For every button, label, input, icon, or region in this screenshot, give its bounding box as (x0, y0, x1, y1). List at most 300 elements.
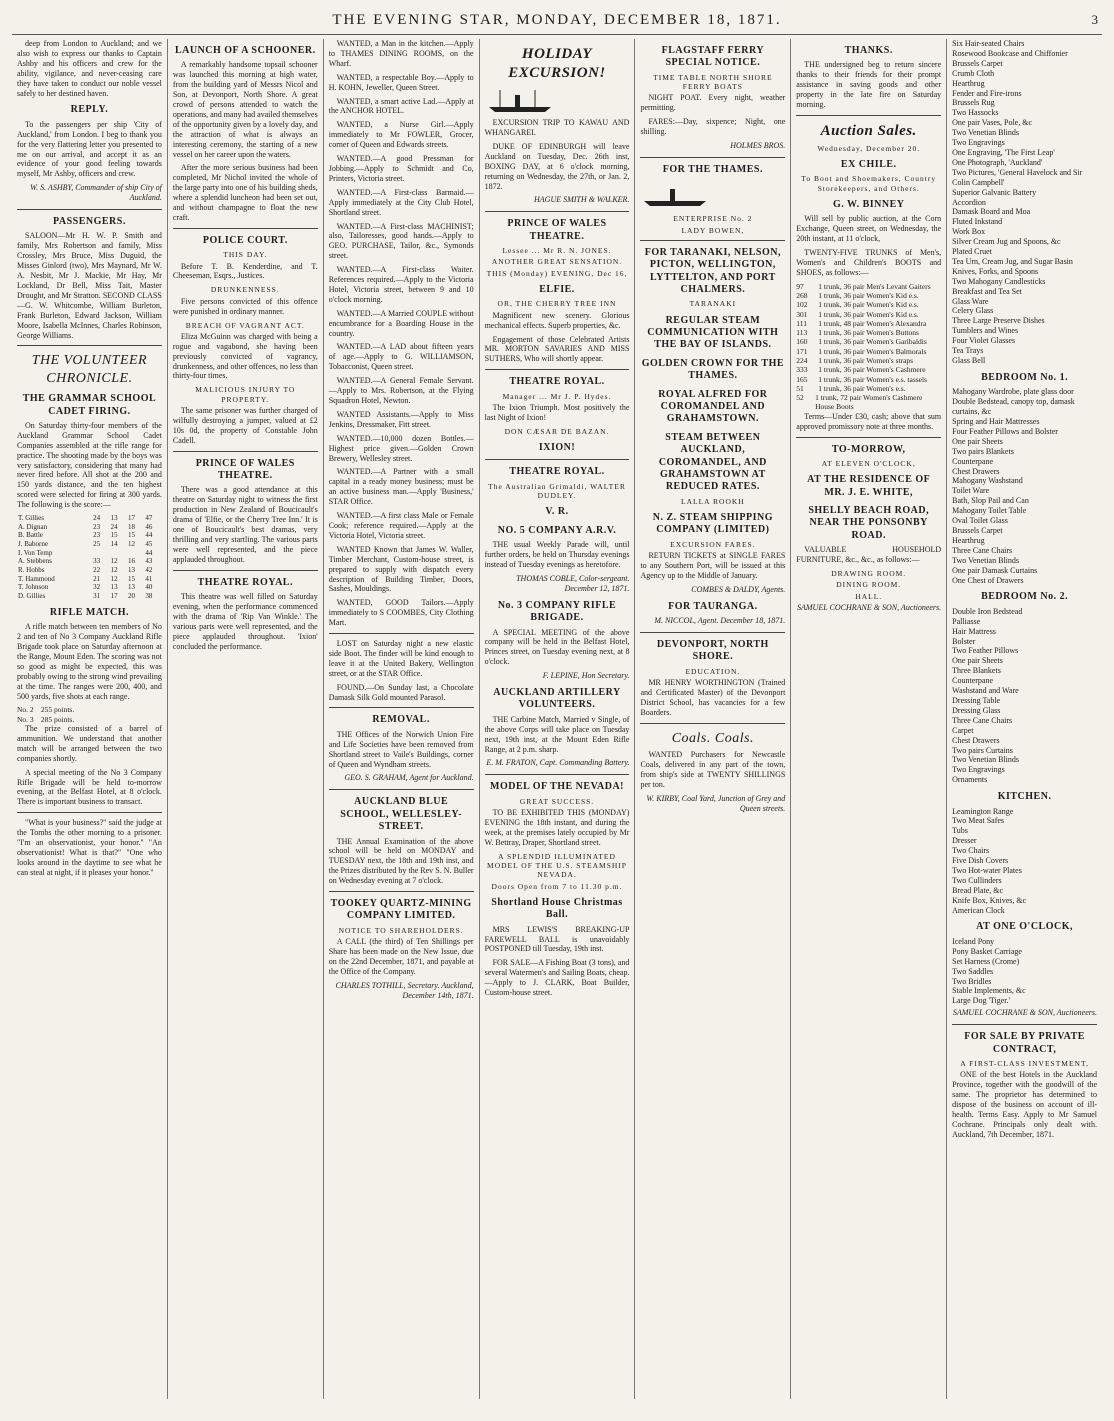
list-item: Carpet (952, 725, 974, 735)
divider (17, 345, 162, 346)
malicious-text: The same prisoner was further charged of wilfully destroying a jumper, valued at £2 10s 0d, the property of Constable John Cadell. (172, 405, 318, 445)
trunk-description: 1 trunk, 36 pair Women's straps (818, 356, 914, 365)
score-cell: 33 (93, 557, 101, 566)
trunk-item (796, 310, 941, 319)
list-item: Accordion (952, 197, 986, 207)
list-item: Six Hair-seated Chairs (952, 39, 1025, 48)
edinburgh-signature: HAGUE SMITH & WALKER. (534, 195, 630, 205)
ex-chile: EX CHILE. (840, 158, 897, 170)
score-cell: 41 (145, 574, 153, 583)
list-item: Glass Bell (952, 356, 986, 365)
list-item: Large Dog 'Tiger.' (952, 996, 1010, 1006)
lost-ad: LOST on Saturday night a new elastic side Boot. The finder will be kind enough to leave it at the United Bakery, Wellington street, or at the STAR Office. (328, 639, 474, 678)
wanted-tailors: WANTED, GOOD Tailors.—Apply immediately to S COOMBES, City Clothing Mart. (328, 598, 474, 628)
score-cell: I. Von Temp (18, 548, 53, 557)
score-cell: 18 (127, 522, 135, 531)
list-item: Two Cullinders (952, 875, 1002, 885)
coals-text: WANTED Purchasers for Newcastle Coals, delivered in any part of the town, from ship's side at TWENTY SHILLINGS per ton. (640, 750, 786, 789)
score-cell: 42 (145, 566, 153, 575)
wanted-ad: WANTED.—A First-class MACHINIST; also, Tailoresses, good hands.—Apply to GEO. PURCHASE, Tailor, &c., Symonds street. (328, 221, 474, 261)
wanted-ad: WANTED, a Man in the kitchen.—Apply to THAMES DINING ROOMS, on the Wharf. (328, 39, 474, 68)
cadet-heading: THE GRAMMAR SCHOOL CADET FIRING. (22, 393, 157, 417)
taranaki-heading: FOR TARANAKI, NELSON, PICTON, WELLINGTON, LYTTELTON, AND PORT CHALMERS. (644, 246, 781, 295)
score-cell: 15 (127, 574, 135, 583)
trunk-description: 1 trunk, 36 pair Women's Kid e.s. (818, 290, 919, 300)
another: ANOTHER GREAT SENSATION. (491, 257, 623, 267)
score-cell: 44 (145, 531, 153, 540)
ferry-sub: TIME TABLE NORTH SHORE FERRY BOATS (653, 72, 773, 92)
tomorrow: TO-MORROW, (831, 443, 906, 455)
divider (485, 459, 630, 460)
bedroom1-list (952, 387, 1097, 585)
divider (796, 437, 941, 438)
wanted-ad: WANTED.—A First-class Waiter. References required.—Apply to the Victoria Hotel, Victoria street, between 9 and 10 o'clock morning. (328, 265, 474, 304)
wanted-ad: WANTED, a respectable Boy.—Apply to H. KOHN, Jeweller, Queen Street. (328, 72, 474, 92)
breach-text: Eliza McGuinn was charged with being a rogue and vagabond, she having been previously convicted of vagrancy, drunkenness, and other offences, no less than thirty-four times. (172, 331, 318, 381)
score-row (17, 540, 162, 549)
score-cell: 13 (127, 583, 135, 592)
walter-dudley: The Australian Grimaldi, WALTER DUDLEY. (488, 481, 626, 501)
private-heading: FOR SALE BY PRIVATE CONTRACT, (964, 1031, 1085, 1055)
bedroom1-heading: BEDROOM No. 1. (981, 371, 1069, 383)
score-cell: 12 (127, 540, 135, 549)
totals-list (17, 705, 162, 724)
list-item: Double Iron Bedstead (952, 606, 1023, 616)
divider (329, 891, 474, 892)
bedroom2-list (952, 607, 1097, 785)
launch-text-2: After the more serious business had been completed, Mr Nichol invited the whole of the large party into one of his building sheds, where a splendid luncheon had been set out, and without champagne to float the new craft. (172, 163, 318, 222)
list-item: Two pairs Blankets (952, 446, 1014, 456)
night-post: NIGHT POAT. Every night, weather permitting. (640, 93, 786, 113)
passengers-heading: PASSENGERS. (53, 216, 126, 228)
list-item: Knives, Forks, and Spoons (952, 266, 1039, 276)
residence: AT THE RESIDENCE OF MR. J. E. WHITE, (807, 474, 931, 498)
nevada-sub: GREAT SUCCESS. (519, 796, 595, 806)
list-item: Chest Drawers (952, 466, 1000, 476)
ixion-title: IXION! (538, 442, 576, 454)
column-4 (480, 39, 636, 1399)
list-item: Two Feather Pillows (952, 646, 1019, 656)
score-cell: 17 (127, 514, 135, 523)
divider (485, 211, 630, 212)
score-cell: 13 (110, 514, 118, 523)
score-row (17, 557, 162, 566)
list-item: One pair Vases, Pole, &c (952, 118, 1032, 128)
valuable-text: VALUABLE HOUSEHOLD FURNITURE, &c., &c., as follows:— (796, 545, 942, 565)
divider (17, 209, 162, 210)
list-item: Three Large Preserve Dishes (952, 316, 1045, 326)
trunk-number: 224 (796, 356, 808, 365)
found-ad: FOUND.—On Sunday last, a Chocolate Damask Silk Gold mounted Parasol. (328, 682, 474, 702)
column-3 (324, 39, 480, 1399)
don-cesar: DON CÆSAR DE BAZAN. (504, 426, 610, 436)
holiday-text: EXCURSION TRIP TO KAWAU AND WHANGAREI. (484, 118, 630, 137)
one-oclock-list (952, 937, 1097, 1006)
breach-heading: BREACH OF VAGRANT ACT. (185, 320, 305, 330)
wanted-ads (329, 39, 474, 594)
prince-ad-heading: PRINCE OF WALES THEATRE. (507, 218, 607, 242)
list-item: Two Mahogany Candlesticks (952, 276, 1046, 286)
divider (485, 369, 630, 370)
list-item: Brussels Rug (952, 98, 995, 108)
prince-review-text: There was a good attendance at this theatre on Saturday night to witness the first production in New Zealand of Boucicault's drama of 'Elfie, or the Cherry Tree Inn.' It is one of Boucicault's best dramas, very thrilling and very startling. The various parts were well represented, and the piece applauded throughout. (172, 485, 318, 564)
list-item: Crumb Cloth (952, 68, 995, 78)
binney-text: Will sell by public auction, at the Corn Exchange, Queen street, on Wednesday, the 20th instant, at 11 o'clock, (796, 214, 942, 243)
royal-manager: Manager ... Mr J. P. Hydes. (502, 391, 612, 401)
list-item: Iceland Pony (952, 936, 995, 946)
rifle-match-heading: RIFLE MATCH. (49, 606, 129, 618)
cadet-text: On Saturday thirty-four members of the Auckland Grammar School Cadet Companies assembled at the rifle range for practice. The shooting made by the boys was very satisfactory, considering that many had never fired before. All shot at the 200 and 150 yards distance, and the ten highest scored were selected for firing at 300 yards. The following is the score:— (17, 420, 162, 510)
list-item: Two Chairs (952, 846, 990, 856)
trunk-number: 102 (796, 300, 808, 310)
wanted-ad: WANTED.—A LAD about fifteen years of age.—Apply to G. WILLIAMSON, Tobacconist, Queen street. (328, 342, 474, 372)
score-cell: 12 (110, 557, 118, 566)
wanted-ad: WANTED Assistants.—Apply to Miss Jenkins, Dressmaker, Fitt street. (328, 409, 474, 429)
royal-review-heading: THEATRE ROYAL. (197, 576, 293, 588)
score-cell: T. Hammond (18, 574, 55, 583)
score-cell: 14 (110, 540, 118, 549)
drunk-heading: DRUNKENNESS. (210, 285, 280, 295)
list-item: Ornaments (952, 775, 988, 785)
list-item: Tubs (952, 826, 968, 836)
trunk-number: 301 (796, 309, 808, 319)
wanted-ad: WANTED, a smart active Lad.—Apply at the ANCHOR HOTEL. (328, 96, 474, 116)
column-2 (168, 39, 324, 1399)
list-item: Knife Box, Knives, &c (952, 895, 1027, 905)
furniture-list (952, 39, 1097, 366)
list-item: One Chest of Drawers (952, 575, 1024, 585)
score-cell: D. Gillies (18, 592, 46, 601)
excursion-heading: EXCURSION FARES. (670, 539, 756, 549)
score-row (17, 549, 162, 558)
trunk-item (796, 328, 941, 337)
list-item: Counterpane (952, 676, 994, 686)
passengers-text: SALOON—Mr H. W. P. Smith and family, Mrs Robertson and family, Miss Crossley, Mrs Bruce, Miss Duguid, the Misses Ginlord (two), Mrs Maynard, Mr W. A. Nesbit, Mr J. Mackie, Mr Hay, Mr Lockland, Dr Bell, Miss Tait, Master Drought, and Mr Stratton. SECOND CLASS—G. W. Whitcombe, William Burleton, Frank Burleton, Edward Jackson, William Moore, Isabella McInnes, Charles Robinson, George Williams. (17, 231, 162, 340)
list-item: Mahogany Washstand (952, 476, 1023, 486)
rifle-brigade-heading: No. 3 COMPANY RIFLE BRIGADE. (497, 599, 617, 624)
vr-mark: V. R. (545, 506, 569, 518)
no5-text: THE usual Weekly Parade will, until further orders, be held on Thursday evenings instead of Tuesday evenings as heretofore. (484, 540, 630, 569)
trunk-item (796, 337, 941, 346)
list-item: Four Feather Pillows and Bolster (952, 426, 1058, 436)
score-cell: 24 (110, 522, 118, 531)
list-item: One Engraving, 'The First Leap' (952, 147, 1055, 157)
score-row (17, 592, 162, 601)
rifle-brigade-signature: F. LEPINE, Hon Secretary. (542, 671, 630, 681)
newspaper-page (12, 6, 1102, 1406)
page-title: THE EVENING STAR, MONDAY, DECEMBER 18, 1871. (332, 12, 782, 28)
list-item: Palliasse (952, 616, 981, 626)
lady-bowen: LADY BOWEN, (681, 225, 745, 235)
hall-heading: HALL. (855, 591, 883, 601)
artillery-text: THE Carbine Match, Married v Single, of the above Corps will take place on Tuesday next, 19th inst, at the Mount Eden Rifle Range, at 2 p.m. sharp. (484, 714, 630, 754)
tonight: THIS (Monday) EVENING, Dec 16, (486, 268, 628, 278)
trunk-number: 97 (796, 281, 804, 291)
nevada-model: A SPLENDID ILLUMINATED MODEL OF THE U.S. STEAMSHIP NEVADA. (487, 851, 627, 880)
trunk-item (796, 282, 941, 291)
list-item: Two Venetian Blinds (952, 555, 1019, 565)
wanted-ad: WANTED.—10,000 dozen Bottles.—Highest price given.—Golden Crown Brewery, Wellesley street. (328, 433, 474, 463)
taranaki-ship: TARANAKI (689, 299, 737, 309)
score-cell: 31 (93, 592, 101, 601)
trunk-item (796, 300, 941, 309)
trunk-item (796, 384, 941, 393)
list-item: Breakfast and Tea Set (952, 286, 1022, 296)
golden-crown-heading: GOLDEN CROWN FOR THE THAMES. (641, 357, 785, 382)
lalla-rookh: LALLA ROOKH (681, 496, 745, 506)
removal-heading: REMOVAL. (372, 714, 430, 726)
rifle-brigade-text: A SPECIAL MEETING of the above company will be held in the Belfast Hotel, Princes street, on Tuesday evening next, at 8 o'clock. (484, 627, 630, 667)
auction-date: Wednesday, December 20. (817, 143, 921, 153)
to-boot: To Boot and Shoemakers, Country Storekeepers, and Others. (801, 174, 937, 193)
trunk-item (796, 347, 941, 356)
column-1 (12, 39, 168, 1399)
list-item: Pony Basket Carriage (952, 946, 1022, 956)
trunk-number: 113 (796, 328, 808, 338)
list-item: Two Hassocks (952, 108, 999, 118)
holiday-heading: HOLIDAY EXCURSION! (508, 46, 606, 81)
list-item: Washstand and Ware (952, 686, 1019, 696)
score-cell: 20 (127, 592, 135, 601)
score-cell (110, 549, 127, 558)
trunk-item (796, 319, 941, 328)
trunk-description: 1 trunk, 72 pair Women's Cashmere House Boots (815, 393, 923, 412)
wanted-ad: WANTED, a Nurse Girl.—Apply immediately to Mr FOWLER, Grocer, corner of Queen and Edwards streets. (328, 120, 474, 150)
tauranga-heading: FOR TAURANGA. (668, 600, 758, 612)
score-cell: 23 (93, 531, 101, 540)
trunk-item (796, 375, 941, 384)
trunk-description: 1 trunk, 36 pair Women's Garibaldis (818, 337, 927, 347)
score-cell: 13 (110, 583, 118, 592)
trunk-number: 160 (796, 337, 808, 347)
cochrane-signature: SAMUEL COCHRANE & SON, Auctioneers. (797, 602, 942, 612)
list-item: Two Hot-water Plates (952, 865, 1022, 875)
excursion-text: RETURN TICKETS at SINGLE FARES to any Southern Port, will be issued at this Agency up to the Middle of January. (640, 551, 786, 580)
list-item: Two Bridles (952, 976, 992, 986)
list-item: American Clock (952, 905, 1005, 915)
wanted-ad: WANTED.—A General Female Servant.—Apply to Mrs. Robertson, at the Flying Squadron Hotel, Newton. (328, 376, 474, 405)
score-cell: 15 (127, 531, 135, 540)
column-7 (947, 39, 1102, 1399)
wanted-ad: WANTED.—A Married COUPLE without encumbrance for a Boarding House in the country. (328, 308, 474, 338)
list-item: Leamington Range (952, 806, 1014, 816)
list-item: Work Box (952, 227, 986, 237)
trunk-description: 1 trunk, 48 pair Women's Alexandra (818, 318, 927, 328)
nevada-text: TO BE EXHIBITED THIS (MONDAY) EVENING the 18th instant, and during the week, at the premises lately occupied by Mr W. Bettray, Draper, Shortland street. (484, 808, 630, 847)
score-cell: 47 (145, 514, 153, 523)
tookey-signature: CHARLES TOTHILL, Secretary. Auckland, December 14th, 1871. (335, 980, 474, 1000)
column-5 (635, 39, 791, 1399)
no5-signature: THOMAS COBLE, Color-sergeant. December 12, 1871. (516, 573, 630, 593)
list-item: Two Engravings (952, 138, 1005, 148)
list-item: One Photograph, 'Auckland' (952, 157, 1043, 167)
score-cell: 43 (145, 557, 153, 566)
rifle-match-text: A rifle match between ten members of No 2 and ten of No 3 Company Auckland Rifle Brigade took place on Saturday afternoon at the Range, Mount Eden. The scoring was not so good as might be expected, this was probably owing to the strong wind prevailing at the time. The ranges were 200, 400, and 500 yards, five shots at each range. (17, 622, 162, 701)
tauranga-signature: M. NICCOL, Agent. December 18, 1871. (654, 616, 786, 626)
royal2-heading: THEATRE ROYAL. (509, 466, 605, 478)
score-cell: 24 (93, 514, 101, 523)
steamship-icon (640, 181, 710, 207)
list-item: Chest Drawers (952, 735, 1000, 745)
list-item: Damask Board and Moa (952, 207, 1031, 217)
wanted-ad: WANTED.—A First-class Barmaid.—Apply immediately at the City Club Hotel, Shortland street. (328, 187, 474, 217)
list-item: Tea Urn, Cream Jug, and Sugar Basin (952, 256, 1073, 266)
drunk-text: Five persons convicted of this offence were punished in ordinary manner. (172, 296, 318, 316)
nevada-heading: MODEL OF THE NEVADA! (490, 781, 624, 793)
list-item: Two Venetian Blinds (952, 755, 1019, 765)
tookey-sub: NOTICE TO SHAREHOLDERS. (338, 925, 464, 935)
list-item: Oval Toilet Glass (952, 516, 1008, 526)
list-item: Counterpane (952, 456, 994, 466)
prince-review-heading: PRINCE OF WALES THEATRE. (195, 457, 295, 481)
trunks-text: TWENTY-FIVE TRUNKS of Men's, Women's and Children's BOOTS and SHOES, as follows:— (796, 247, 942, 277)
police-bench: Before T. B. Kenderdine, and T. Cheeseman, Esqrs., Justices. (172, 261, 318, 281)
score-cell: R. Hobbs (18, 566, 45, 575)
divider (173, 570, 318, 571)
list-item: Superior Galvanic Battery (952, 187, 1037, 197)
one-oclock-signature: SAMUEL COCHRANE & SON, Auctioneers. (952, 1008, 1098, 1018)
page-number: 3 (1091, 12, 1098, 27)
intro-text: deep from London to Auckland; and we also wish to express our thanks to Captain Ashby and his officers and crew for the ability, vigilance, and never-ceasing care they have taken to conduct our noble vessel safely to her destined haven. (17, 39, 162, 98)
coals-signature: W. KIRBY, Coal Yard, Junction of Grey and Queen streets. (646, 793, 786, 813)
excursion-signature: COMBES & DALDY, Agents. (691, 584, 786, 594)
divider (329, 707, 474, 708)
divider (173, 451, 318, 452)
score-row (17, 531, 162, 540)
list-item: Tea Trays (952, 346, 984, 356)
steamship-icon (485, 87, 555, 113)
score-cell: A. Stebbens (18, 557, 52, 566)
list-item: Toilet Ware (952, 486, 990, 496)
trunk-number: 171 (796, 346, 808, 356)
list-item: Fender and Fire-irons (952, 88, 1022, 98)
list-item: Fluted Inkstand (952, 217, 1003, 227)
list-item: Brussels Carpet (952, 525, 1003, 535)
score-cell: 44 (145, 548, 153, 557)
fares: FARES:—Day, sixpence; Night, one shilling. (640, 117, 786, 137)
removal-text: THE Offices of the Norwich Union Fire and Life Societies have been removed from Shortland street to Vaile's Buildings, corner of Queen and Wyndham streets. (328, 729, 474, 769)
reply-heading: REPLY. (70, 104, 109, 116)
score-cell: 23 (93, 522, 101, 531)
bedroom2-heading: BEDROOM No. 2. (981, 591, 1069, 603)
list-item: Hearthrug (952, 78, 985, 88)
trunk-item (796, 291, 941, 300)
divider (173, 228, 318, 229)
list-item: Three Cane Chairs (952, 715, 1013, 725)
score-cell (92, 549, 109, 558)
divider (329, 789, 474, 790)
tookey-heading: TOOKEY QUARTZ-MINING COMPANY LIMITED. (330, 898, 472, 922)
list-item: Double Bedstead, canopy top, damask curtains, &c (952, 397, 1075, 417)
police-heading: POLICE COURT. (202, 234, 288, 246)
trunk-description: 1 trunk, 36 pair Women's Balmorals (818, 346, 927, 356)
ixion-text: The Ixion Triumph. Most positively the last Night of Ixion! (484, 402, 630, 422)
score-cell: 21 (93, 574, 101, 583)
score-cell: T. Gillies (18, 514, 44, 523)
score-cell: 13 (127, 566, 135, 575)
columns (12, 39, 1102, 1399)
score-cell: 12 (110, 574, 118, 583)
closing-text: "What is your business?" said the judge at the Tombs the other morning to a prisoner. "I'm an observationist, your honor." "An observationist! What is that?" "One who looks around in the daytime to see what he can steal at night, if it pleases your honor." (17, 818, 162, 877)
thanks-text: THE undersigned beg to return sincere thanks to their friends for their prompt assistance in saving goods and other property in the late fire on Saturday morning. (796, 60, 942, 110)
list-item: Two Engravings (952, 765, 1005, 775)
list-item: Two Venetian Blinds (952, 128, 1019, 138)
artillery-signature: E. M. FRATON, Capt. Commanding Battery. (486, 758, 630, 768)
divider (796, 115, 941, 116)
coals-heading: Coals. Coals. (671, 730, 755, 746)
list-item: Three Blankets (952, 666, 1001, 676)
score-cell: 12 (110, 566, 118, 575)
kitchen-list (952, 807, 1097, 916)
score-cell: B. Battle (18, 531, 43, 540)
engagement-text: Engagement of those Celebrated Artists MR. MORTON SAVARIES AND MISS SUTHERS, Who will shortly appear. (484, 334, 630, 364)
trunk-description: 1 trunk, 36 pair Women's Buttons (818, 328, 919, 338)
devonport-heading: DEVONPORT, NORTH SHORE. (656, 639, 769, 663)
score-row (17, 575, 162, 584)
divider (640, 723, 785, 724)
list-item: Silver Cream Jug and Spoons, &c (952, 237, 1061, 247)
school-text: THE Annual Examination of the above school will be held on MONDAY and TUESDAY next, the 18th and 19th inst, and the Prizes distributed by the Rev S. N. Buller on Wednesday evening at 7 o'clock. (328, 836, 474, 886)
elfie-text: Magnificent new scenery. Glorious mechanical effects. Superb properties, &c. (484, 310, 630, 330)
kitchen-heading: KITCHEN. (997, 791, 1052, 803)
one-oclock: AT ONE O'CLOCK, (976, 921, 1074, 933)
list-item: Mahogany Toilet Table (952, 506, 1027, 516)
bay-heading: REGULAR STEAM COMMUNICATION WITH THE BAY OF ISLANDS. (647, 314, 779, 351)
ferry-heading: FLAGSTAFF FERRY SPECIAL NOTICE. (661, 45, 765, 69)
artillery-heading: AUCKLAND ARTILLERY VOLUNTEERS. (493, 687, 621, 711)
list-item: Two Pictures, 'General Havelock and Sir Colin Campbell' (952, 167, 1083, 187)
trunk-list (796, 282, 941, 412)
trunk-item (796, 393, 941, 412)
rifle-match-text-2: The prize consisted of a barrel of ammunition. We understand that another match will be arranged between the two companies shortly. (17, 724, 162, 763)
steam-heading: STEAM BETWEEN AUCKLAND, COROMANDEL, AND GRAHAMSTOWN AT REDUCED RATES. (658, 431, 767, 493)
list-item: Three Cane Chairs (952, 545, 1013, 555)
wanted-ad: WANTED Known that James W. Waller, Timber Merchant, Custom-house street, is prepared to supply with dispatch every description of Building Timber, Doors, Sashes, Mouldings. (328, 544, 474, 594)
divider (640, 632, 785, 633)
shortland-text: MRS LEWIS'S BREAKING-UP FAREWELL BALL is unavoidably POSTPONED till Tuesday, 19th inst. (484, 924, 630, 954)
list-item: Two Meat Safes (952, 816, 1005, 826)
trunk-description: 1 trunk, 36 pair Women's e.s. tassels (818, 374, 928, 384)
list-item: Bath, Slop Pail and Can (952, 496, 1029, 506)
list-item: Rosewood Bookcase and Chiffonier (952, 48, 1068, 58)
score-cell: J. Baborne (18, 540, 48, 549)
score-cell: T. Johnson (18, 583, 49, 592)
launch-text: A remarkably handsome topsail schooner was launched this morning at high water, from the building yard of Messrs Nicol and Son, at Devonport, North Shore. A great crowd of persons attended to watch the operations, and many had availed themselves of the opportunity given by a lovely day, and the attraction of what is always an interesting ceremony, the starting of a new vessel on her career upon the waters. (172, 60, 318, 159)
list-item: Set Harness (Crome) (952, 956, 1020, 966)
drawing-room-heading: DRAWING ROOM. (831, 569, 907, 579)
education-heading: EDUCATION. (685, 666, 741, 676)
shelly-beach: SHELLY BEACH ROAD, NEAR THE PONSONBY ROAD. (808, 505, 930, 541)
score-cell: 15 (110, 531, 118, 540)
list-item: Glass Ware (952, 296, 989, 306)
eleven: AT ELEVEN O'CLOCK, (821, 458, 916, 468)
score-row (17, 523, 162, 532)
list-item: Plated Cruet (952, 247, 992, 257)
trunk-description: 1 trunk, 36 pair Men's Levant Gaiters (818, 281, 931, 291)
trunk-description: 1 trunk, 36 pair Women's Kid e.s. (818, 300, 919, 310)
list-item: Stable Implements, &c (952, 986, 1026, 996)
list-item: One pair Damask Curtains (952, 565, 1038, 575)
list-item: Dressing Glass (952, 705, 1001, 715)
trunk-number: 111 (796, 318, 807, 328)
malicious-heading: MALICIOUS INJURY TO PROPERTY. (195, 385, 296, 404)
score-row (17, 514, 162, 523)
boat-sale-text: FOR SALE—A Fishing Boat (3 tons), and several Watermen's and Sailing Boats, cheap.—Apply to J. CLARK, Boat Builder, Custom-house street. (484, 958, 630, 998)
list-item: Mahogany Wardrobe, plate glass door (952, 387, 1074, 397)
score-cell: A. Dignan (18, 522, 48, 531)
list-item: Hair Mattress (952, 626, 996, 636)
list-item: Five Dish Covers (952, 856, 1009, 866)
